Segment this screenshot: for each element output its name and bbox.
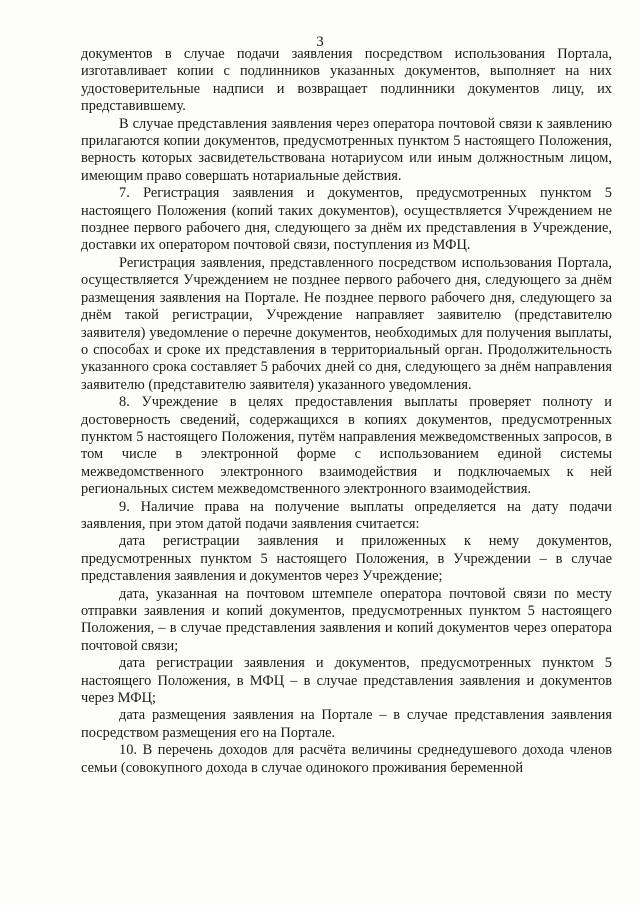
paragraph-item-7-registration: 7. Регистрация заявления и документов, предусмотренных пунктом 5 настоящего Положения (копий таких документов), осуществляется Учреждением не позднее первого рабочего дня, следующего за днём их представления в Учреждение, доставки их оператором почтовой связи, поступления из МФЦ. xyxy=(81,185,612,254)
paragraph-documents-copies: документов в случае подачи заявления посредством использования Портала, изготавливает копии с подлинников указанных документов, выполняет на них удостоверительные надписи и возвращает подлинники документов лицу, их представившему. xyxy=(81,46,612,115)
paragraph-date-mfc: дата регистрации заявления и документов, предусмотренных пунктом 5 настоящего Положения, в МФЦ – в случае представления заявления и документов через МФЦ; xyxy=(81,655,612,707)
paragraph-date-postmark: дата, указанная на почтовом штемпеле оператора почтовой связи по месту отправки заявления и копий документов, предусмотренных пунктом 5 настоящего Положения, – в случае представления заявления и копий документов через оператора почтовой связи; xyxy=(81,585,612,654)
paragraph-item-8-verification: 8. Учреждение в целях предоставления выплаты проверяет полноту и достоверность сведений, содержащихся в копиях документов, предусмотренных пунктом 5 настоящего Положения, путём направления межведомственных запросов, в том числе в электронной форме с использованием единой системы межведомственного электронного взаимодействия и подключаемых к ней региональных систем межведомственного электронного взаимодействия. xyxy=(81,394,612,498)
document-body xyxy=(81,46,612,777)
paragraph-item-9-filing-date: 9. Наличие права на получение выплаты определяется на дату подачи заявления, при этом датой подачи заявления считается: xyxy=(81,498,612,532)
page-number: 3 xyxy=(316,34,324,50)
paragraph-postal-submission: В случае представления заявления через оператора почтовой связи к заявлению прилагаются копии документов, предусмотренных пунктом 5 настоящего Положения, верность которых засвидетельствована нотариусом или иным должностным лицом, имеющим право совершать нотариальные действия. xyxy=(81,115,612,184)
paragraph-date-institution: дата регистрации заявления и приложенных к нему документов, предусмотренных пунктом 5 настоящего Положения, в Учреждении – в случае представления заявления и документов через Учреждение; xyxy=(81,533,612,585)
paragraph-item-10-income: 10. В перечень доходов для расчёта величины среднедушевого дохода членов семьи (совокупного дохода в случае одинокого проживания беременной xyxy=(81,742,612,776)
paragraph-portal-registration: Регистрация заявления, представленного посредством использования Портала, осуществляется Учреждением не позднее первого рабочего дня, следующего за днём размещения заявления на Портале. Не позднее первого рабочего дня, следующего за днём такой регистрации, Учреждение направляет заявителю (представителю заявителя) уведомление о перечне документов, необходимых для получения выплаты, о способах и сроке их представления в территориальный орган. Продолжительность указанного срока составляет 5 рабочих дней со дня, следующего за днём направления заявителю (представителю заявителя) указанного уведомления. xyxy=(81,254,612,393)
paragraph-date-portal: дата размещения заявления на Портале – в случае представления заявления посредством размещения его на Портале. xyxy=(81,707,612,741)
